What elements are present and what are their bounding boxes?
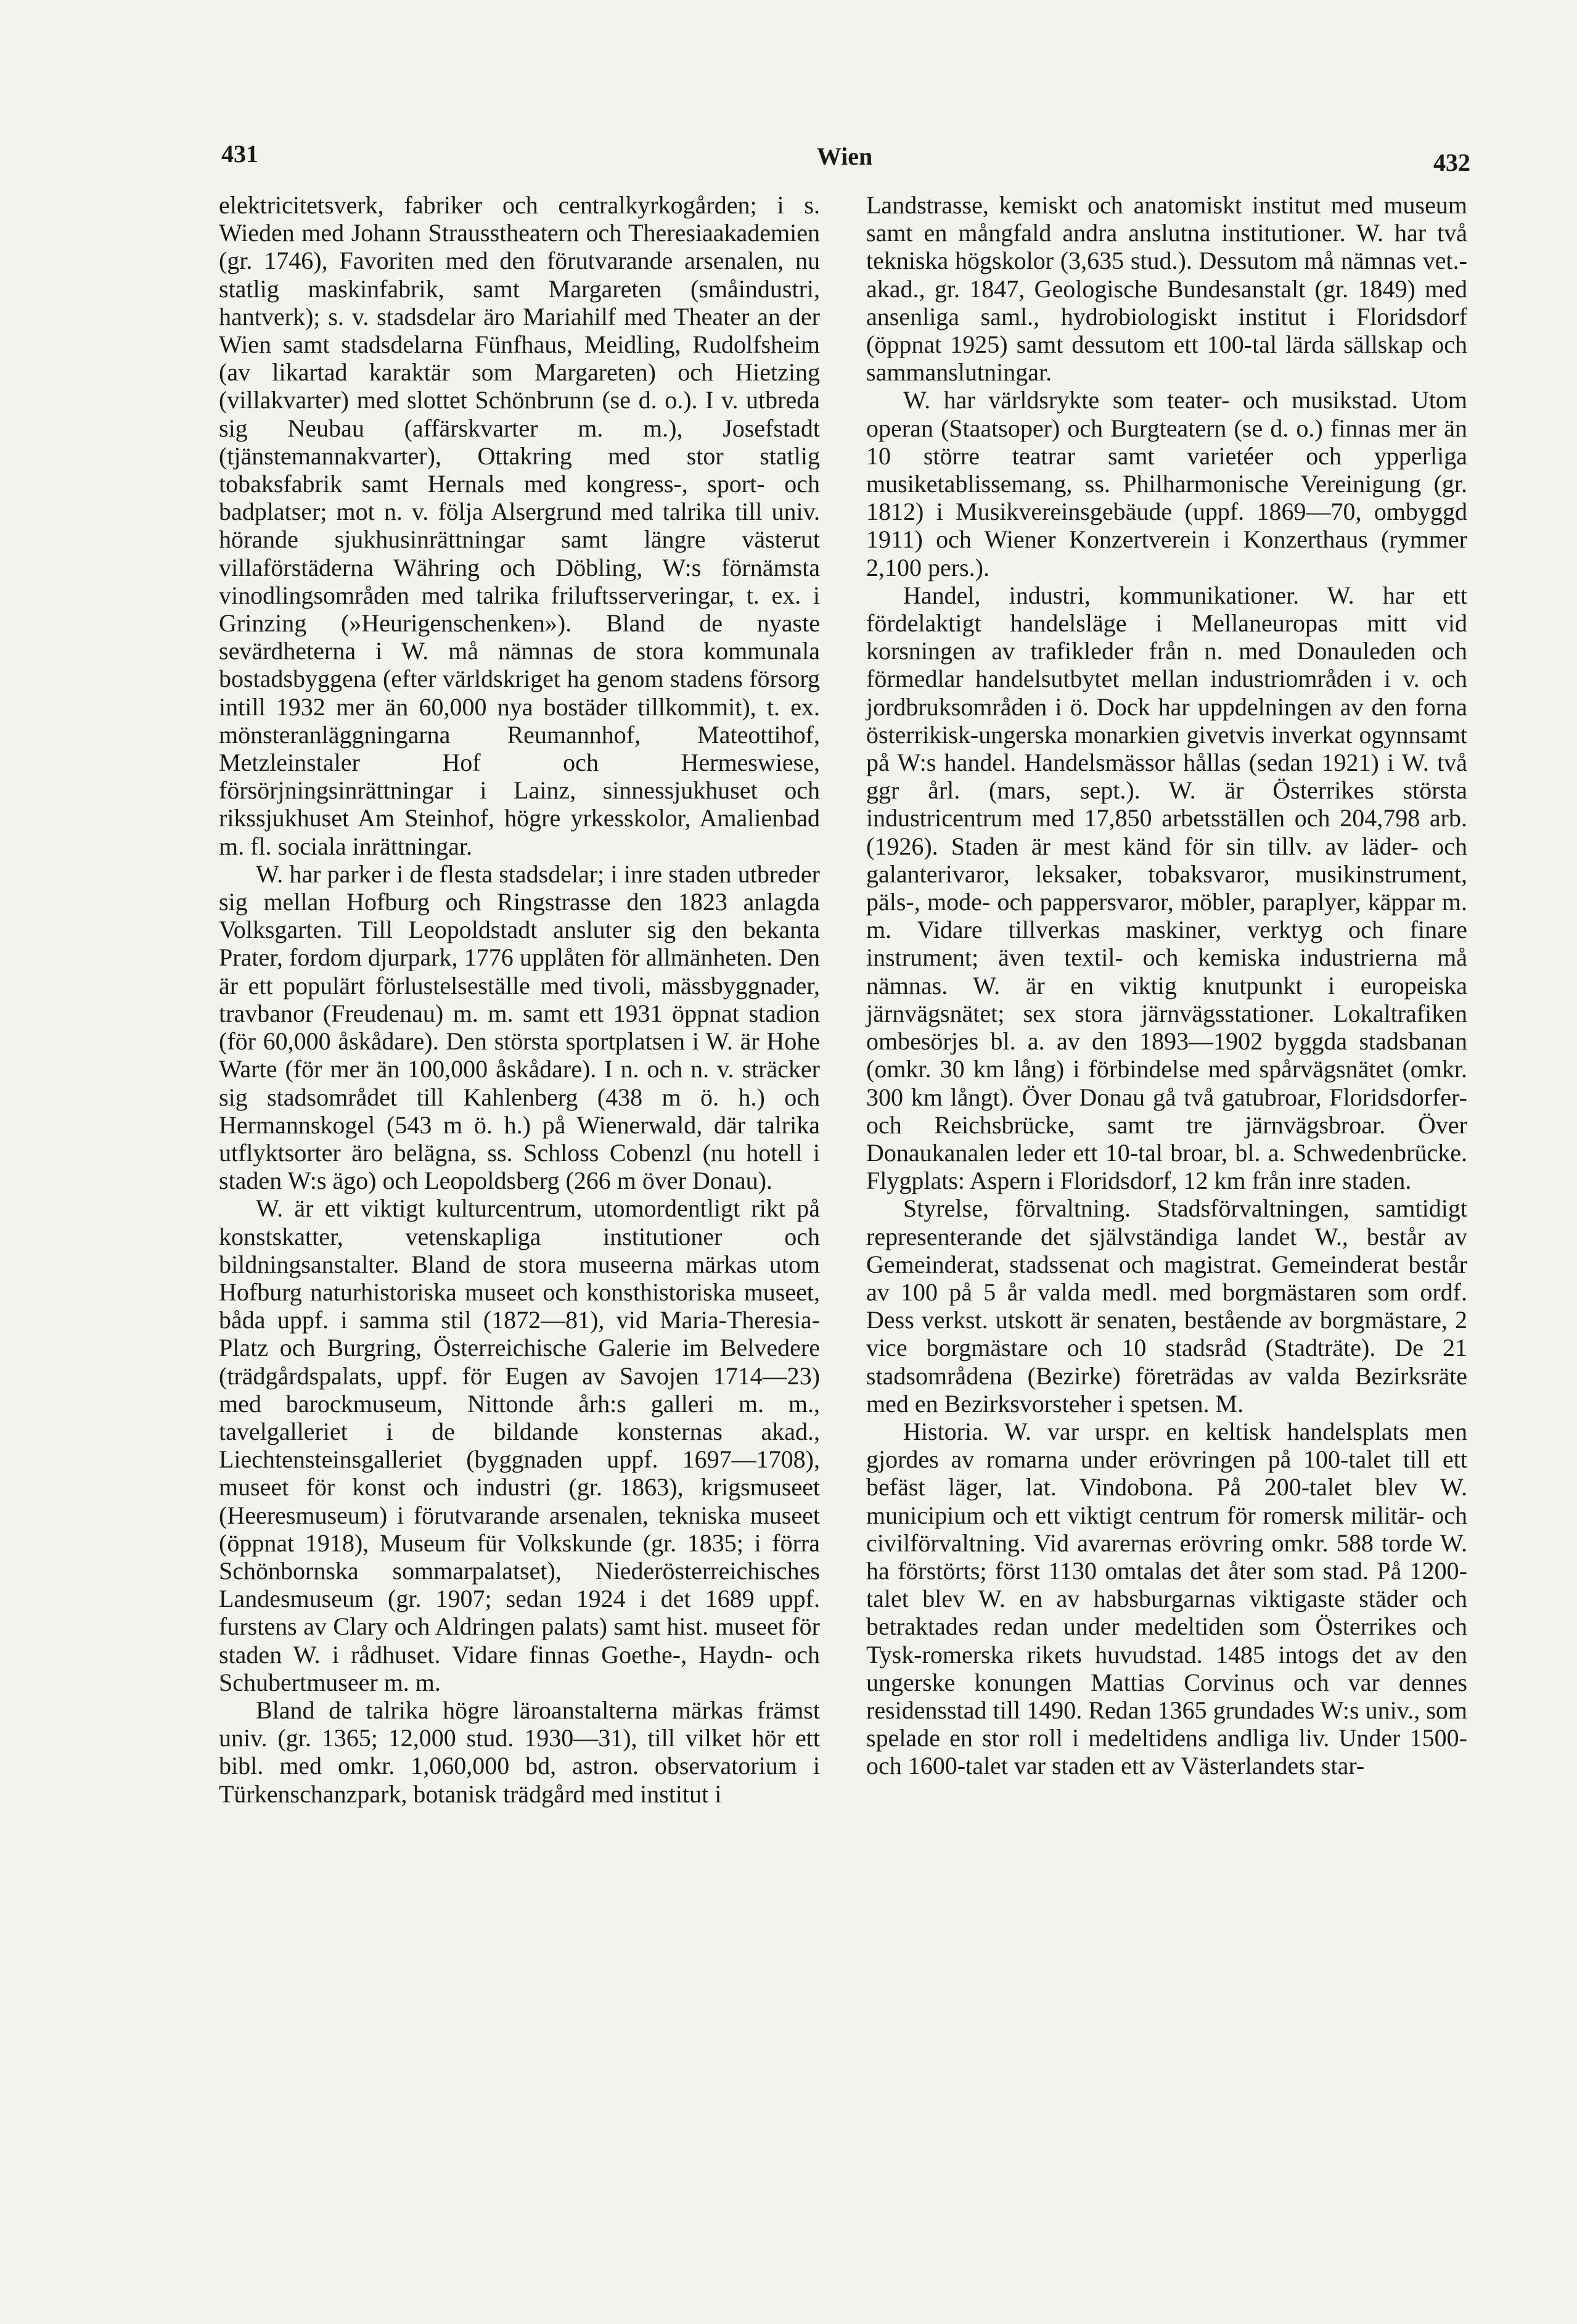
paragraph: Historia. W. var urspr. en keltisk handelsplats men gjordes av romarna under erövringen på 100-talet till ett befäst läger, lat. Vindobona. På 200-talet blev W. municipium och ett viktigt centrum för romersk militär- och civilförvaltning. Vid avarernas erövring omkr. 588 torde W. ha förstörts; först 1130 omtalas det åter som stad. På 1200-talet blev W. en av habsburgarnas viktigaste städer och betraktades redan under medeltiden som Österrikes och Tysk-romerska rikets huvudstad. 1485 intogs det av den ungerske konungen Mattias Corvinus och var dennes residensstad till 1490. Redan 1365 grundades W:s univ., som spelade en stor roll i medeltidens andliga liv. Under 1500- och 1600-talet var staden ett av Västerlandets star- <box>866 1417 1467 1780</box>
paragraph: W. har parker i de flesta stadsdelar; i inre staden utbreder sig mellan Hofburg och Ringstrasse den 1823 anlagda Volksgarten. Till Leopoldstadt ansluter sig den bekanta Prater, fordom djurpark, 1776 upplåten för allmänheten. Den är ett populärt förlustelseställe med tivoli, mässbyggnader, travbanor (Freudenau) m. m. samt ett 1931 öppnat stadion (för 60,000 åskådare). Den största sportplatsen i W. är Hohe Warte (för mer än 100,000 åskådare). I n. och n. v. sträcker sig stadsområdet till Kahlenberg (438 m ö. h.) och Hermannskogel (543 m ö. h.) på Wienerwald, där talrika utflyktsorter äro belägna, ss. Schloss Cobenzl (nu hotell i staden W:s ägo) och Leopoldsberg (266 m över Donau). <box>219 860 820 1195</box>
paragraph: W. har världsrykte som teater- och musikstad. Utom operan (Staatsoper) och Burgteatern (se d. o.) finnas mer än 10 större teatrar samt varietéer och ypperliga musiketablissemang, ss. Philharmonische Vereinigung (gr. 1812) i Musikvereinsgebäude (uppf. 1869—70, ombyggd 1911) och Wiener Konzertverein i Konzerthaus (rymmer 2,100 pers.). <box>866 386 1467 581</box>
page-number-right: 432 <box>1433 149 1470 176</box>
paragraph: Bland de talrika högre läroanstalterna märkas främst univ. (gr. 1365; 12,000 stud. 1930—31), till vilket hör ett bibl. med omkr. 1,060,000 bd, astron. observatorium i Türkenschanzpark, botanisk trädgård med institut i <box>219 1696 820 1808</box>
page-header <box>219 139 1470 183</box>
left-column <box>219 191 820 1808</box>
page-number-left: 431 <box>221 140 258 168</box>
paragraph: elektricitetsverk, fabriker och centralkyrkogården; i s. Wieden med Johann Strausstheatern och Theresiaakademien (gr. 1746), Favoriten med den förutvarande arsenalen, nu statlig maskinfabrik, samt Margareten (småindustri, hantverk); s. v. stadsdelar äro Mariahilf med Theater an der Wien samt stadsdelarna Fünfhaus, Meidling, Rudolfsheim (av likartad karaktär som Margareten) och Hietzing (villakvarter) med slottet Schönbrunn (se d. o.). I v. utbreda sig Neubau (affärskvarter m. m.), Josefstadt (tjänstemannakvarter), Ottakring med stor statlig tobaksfabrik samt Hernals med kongress-, sport- och badplatser; mot n. v. följa Alsergrund med talrika till univ. hörande sjukhusinrättningar samt längre västerut villaförstäderna Währing och Döbling, W:s förnämsta vinodlingsområden med talrika friluftsserveringar, t. ex. i Grinzing (»Heurigenschenken»). Bland de nyaste sevärdheterna i W. må nämnas de stora kommunala bostadsbyggena (efter världskriget ha genom stadens försorg intill 1932 mer än 60,000 nya bostäder tillkommit), t. ex. mönsteranläggningarna Reumannhof, Mateottihof, Metzleinstaler Hof och Hermeswiese, försörjningsinrättningar i Lainz, sinnessjukhuset och rikssjukhuset Am Steinhof, högre yrkesskolor, Amalienbad m. fl. sociala inrättningar. <box>219 191 820 860</box>
paragraph: Landstrasse, kemiskt och anatomiskt institut med museum samt en mångfald andra anslutna institutioner. W. har två tekniska högskolor (3,635 stud.). Dessutom må nämnas vet.-akad., gr. 1847, Geologische Bundesanstalt (gr. 1849) med ansenliga saml., hydrobiologiskt institut i Floridsdorf (öppnat 1925) samt dessutom ett 100-tal lärda sällskap och sammanslutningar. <box>866 191 1467 387</box>
paragraph: Styrelse, förvaltning. Stadsförvaltningen, samtidigt representerande det självständiga landet W., består av Gemeinderat, stadssenat och magistrat. Gemeinderat består av 100 på 5 år valda medl. med borgmästaren som ordf. Dess verkst. utskott är senaten, bestående av borgmästare, 2 vice borgmästare och 10 stadsråd (Stadträte). De 21 stadsområdena (Bezirke) företrädas av valda Bezirksräte med en Bezirksvorsteher i spetsen. M. <box>866 1194 1467 1418</box>
paragraph: W. är ett viktigt kulturcentrum, utomordentligt rikt på konstskatter, vetenskapliga institutioner och bildningsanstalter. Bland de stora museerna märkas utom Hofburg naturhistoriska museet och konsthistoriska museet, båda uppf. i samma stil (1872—81), vid Maria-Theresia-Platz och Burgring, Österreichische Galerie im Belvedere (trädgårdspalats, uppf. för Eugen av Savojen 1714—23) med barockmuseum, Nittonde årh:s galleri m. m., tavelgalleriet i de bildande konsternas akad., Liechtensteinsgalleriet (byggnaden uppf. 1697—1708), museet för konst och industri (gr. 1863), krigsmuseet (Heeresmuseum) i förutvarande arsenalen, tekniska museet (öppnat 1918), Museum für Volkskunde (gr. 1835; i förra Schönbornska sommarpalatset), Niederösterreichisches Landesmuseum (gr. 1907; sedan 1924 i det 1689 uppf. furstens av Clary och Aldringen palats) samt hist. museet för staden W. i rådhuset. Vidare finnas Goethe-, Haydn- och Schubertmuseer m. m. <box>219 1194 820 1696</box>
right-column <box>866 191 1467 1780</box>
paragraph: Handel, industri, kommunikationer. W. har ett fördelaktigt handelsläge i Mellaneuropas mitt vid korsningen av trafikleder från n. med Donauleden och förmedlar handelsutbytet mellan industriområden i v. och jordbruksområden i ö. Dock har uppdelningen av den forna österrikisk-ungerska monarkien givetvis inverkat ogynnsamt på W:s handel. Handelsmässor hållas (sedan 1921) i W. två ggr årl. (mars, sept.). W. är Österrikes största industricentrum med 17,850 arbetsställen och 204,798 arb. (1926). Staden är mest känd för sin tillv. av läder- och galanterivaror, leksaker, tobaksvaror, musikinstrument, päls-, mode- och pappersvaror, möbler, paraplyer, käppar m. m. Vidare tillverkas maskiner, verktyg och finare instrument; även textil- och kemiska industrierna må nämnas. W. är en viktig knutpunkt i europeiska järnvägsnätet; sex stora järnvägsstationer. Lokaltrafiken ombesörjes bl. a. av den 1893—1902 byggda stadsbanan (omkr. 30 km lång) i förbindelse med spårvägsnätet (omkr. 300 km långt). Över Donau gå två gatubroar, Floridsdorfer- och Reichsbrücke, samt tre järnvägsbroar. Över Donaukanalen leder ett 10-tal broar, bl. a. Schwedenbrücke. Flygplats: Aspern i Floridsdorf, 12 km från inre staden. <box>866 581 1467 1195</box>
page-title: Wien <box>816 142 873 170</box>
